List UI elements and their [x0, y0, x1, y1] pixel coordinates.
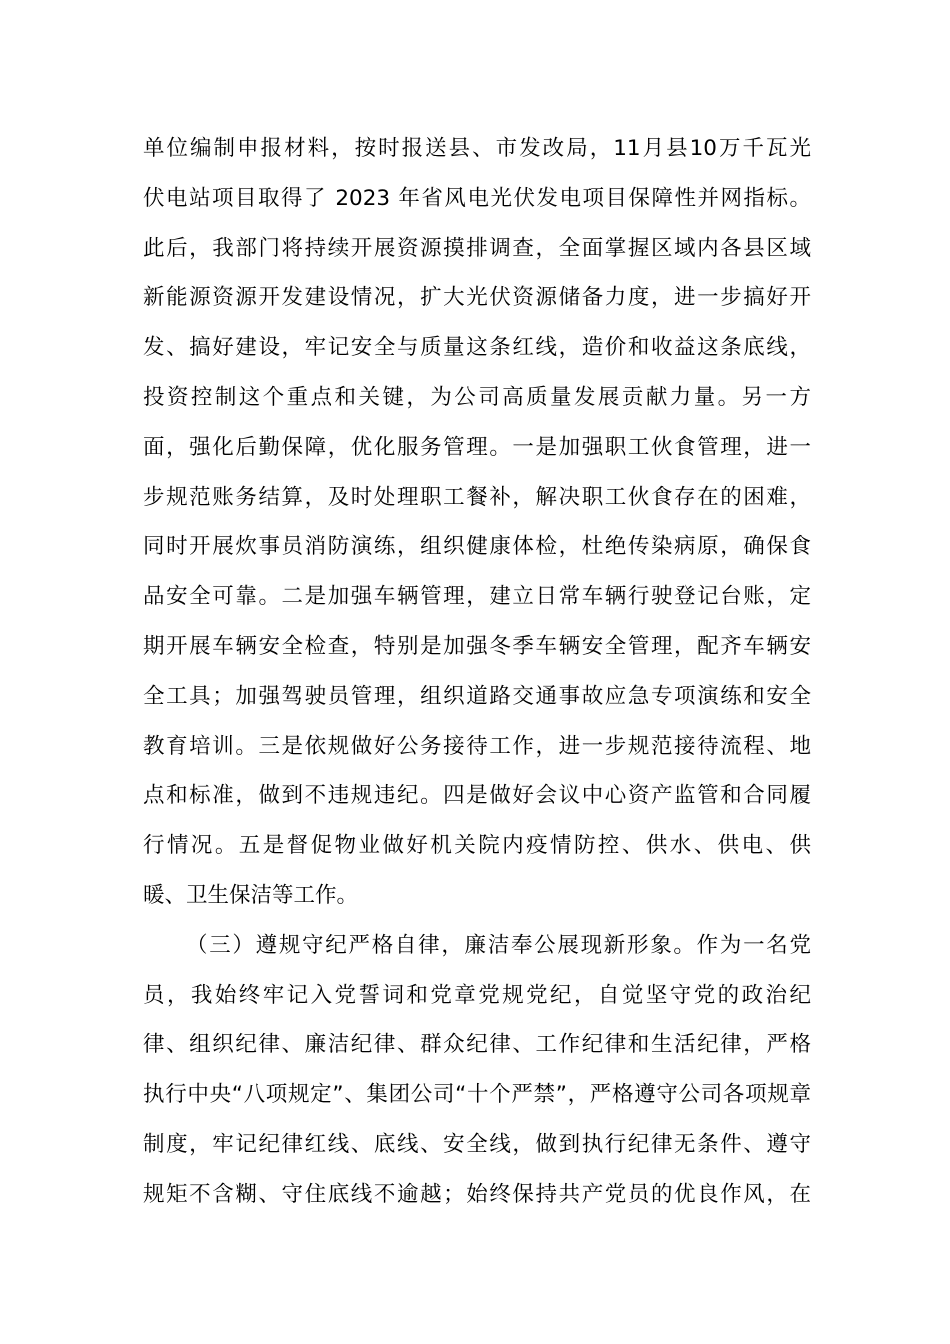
- text-line: 执行中央“八项规定”、集团公司“十个严禁”，严格遵守公司各项规章: [143, 1082, 811, 1108]
- text-line: 发、搞好建设，牢记安全与质量这条红线，造价和收益这条底线，: [143, 335, 811, 361]
- body-text: [143, 124, 811, 1220]
- text-line: 同时开展炊事员消防演练，组织健康体检，杜绝传染病原，确保食: [143, 534, 811, 560]
- text-line: 单位编制申报材料，按时报送县、市发改局，11月县10万千瓦光: [143, 136, 811, 161]
- text-line: 期开展车辆安全检查，特别是加强冬季车辆安全管理，配齐车辆安: [143, 633, 811, 659]
- text-line: 伏电站项目取得了 2023 年省风电光伏发电项目保障性并网指标。: [143, 185, 811, 211]
- text-line: 制度，牢记纪律红线、底线、安全线，做到执行纪律无条件、遵守: [143, 1131, 811, 1157]
- text-line: 律、组织纪律、廉洁纪律、群众纪律、工作纪律和生活纪律，严格: [143, 1032, 811, 1058]
- text-line: 此后，我部门将持续开展资源摸排调查，全面掌握区域内各县区域: [143, 235, 811, 261]
- text-line: 点和标准，做到不违规违纪。四是做好会议中心资产监管和合同履: [143, 783, 811, 809]
- section-heading-line: （三）遵规守纪严格自律，廉洁奉公展现新形象。作为一名党: [186, 932, 811, 958]
- text-line: 品安全可靠。二是加强车辆管理，建立日常车辆行驶登记台账，定: [143, 584, 811, 610]
- text-line: 面，强化后勤保障，优化服务管理。一是加强职工伙食管理，进一: [143, 434, 811, 460]
- text-line: 新能源资源开发建设情况，扩大光伏资源储备力度，进一步搞好开: [143, 285, 811, 311]
- text-line: 步规范账务结算，及时处理职工餐补，解决职工伙食存在的困难，: [143, 484, 811, 510]
- text-line: 教育培训。三是依规做好公务接待工作，进一步规范接待流程、地: [143, 733, 811, 759]
- text-line: 员，我始终牢记入党誓词和党章党规党纪，自觉坚守党的政治纪: [143, 982, 811, 1008]
- text-line: 全工具；加强驾驶员管理，组织道路交通事故应急专项演练和安全: [143, 683, 811, 709]
- text-line: 行情况。五是督促物业做好机关院内疫情防控、供水、供电、供: [143, 833, 811, 859]
- text-line: 规矩不含糊、守住底线不逾越；始终保持共产党员的优良作风，在: [143, 1181, 811, 1207]
- text-line: 投资控制这个重点和关键，为公司高质量发展贡献力量。另一方: [143, 384, 811, 410]
- text-line: 暖、卫生保洁等工作。: [143, 882, 359, 908]
